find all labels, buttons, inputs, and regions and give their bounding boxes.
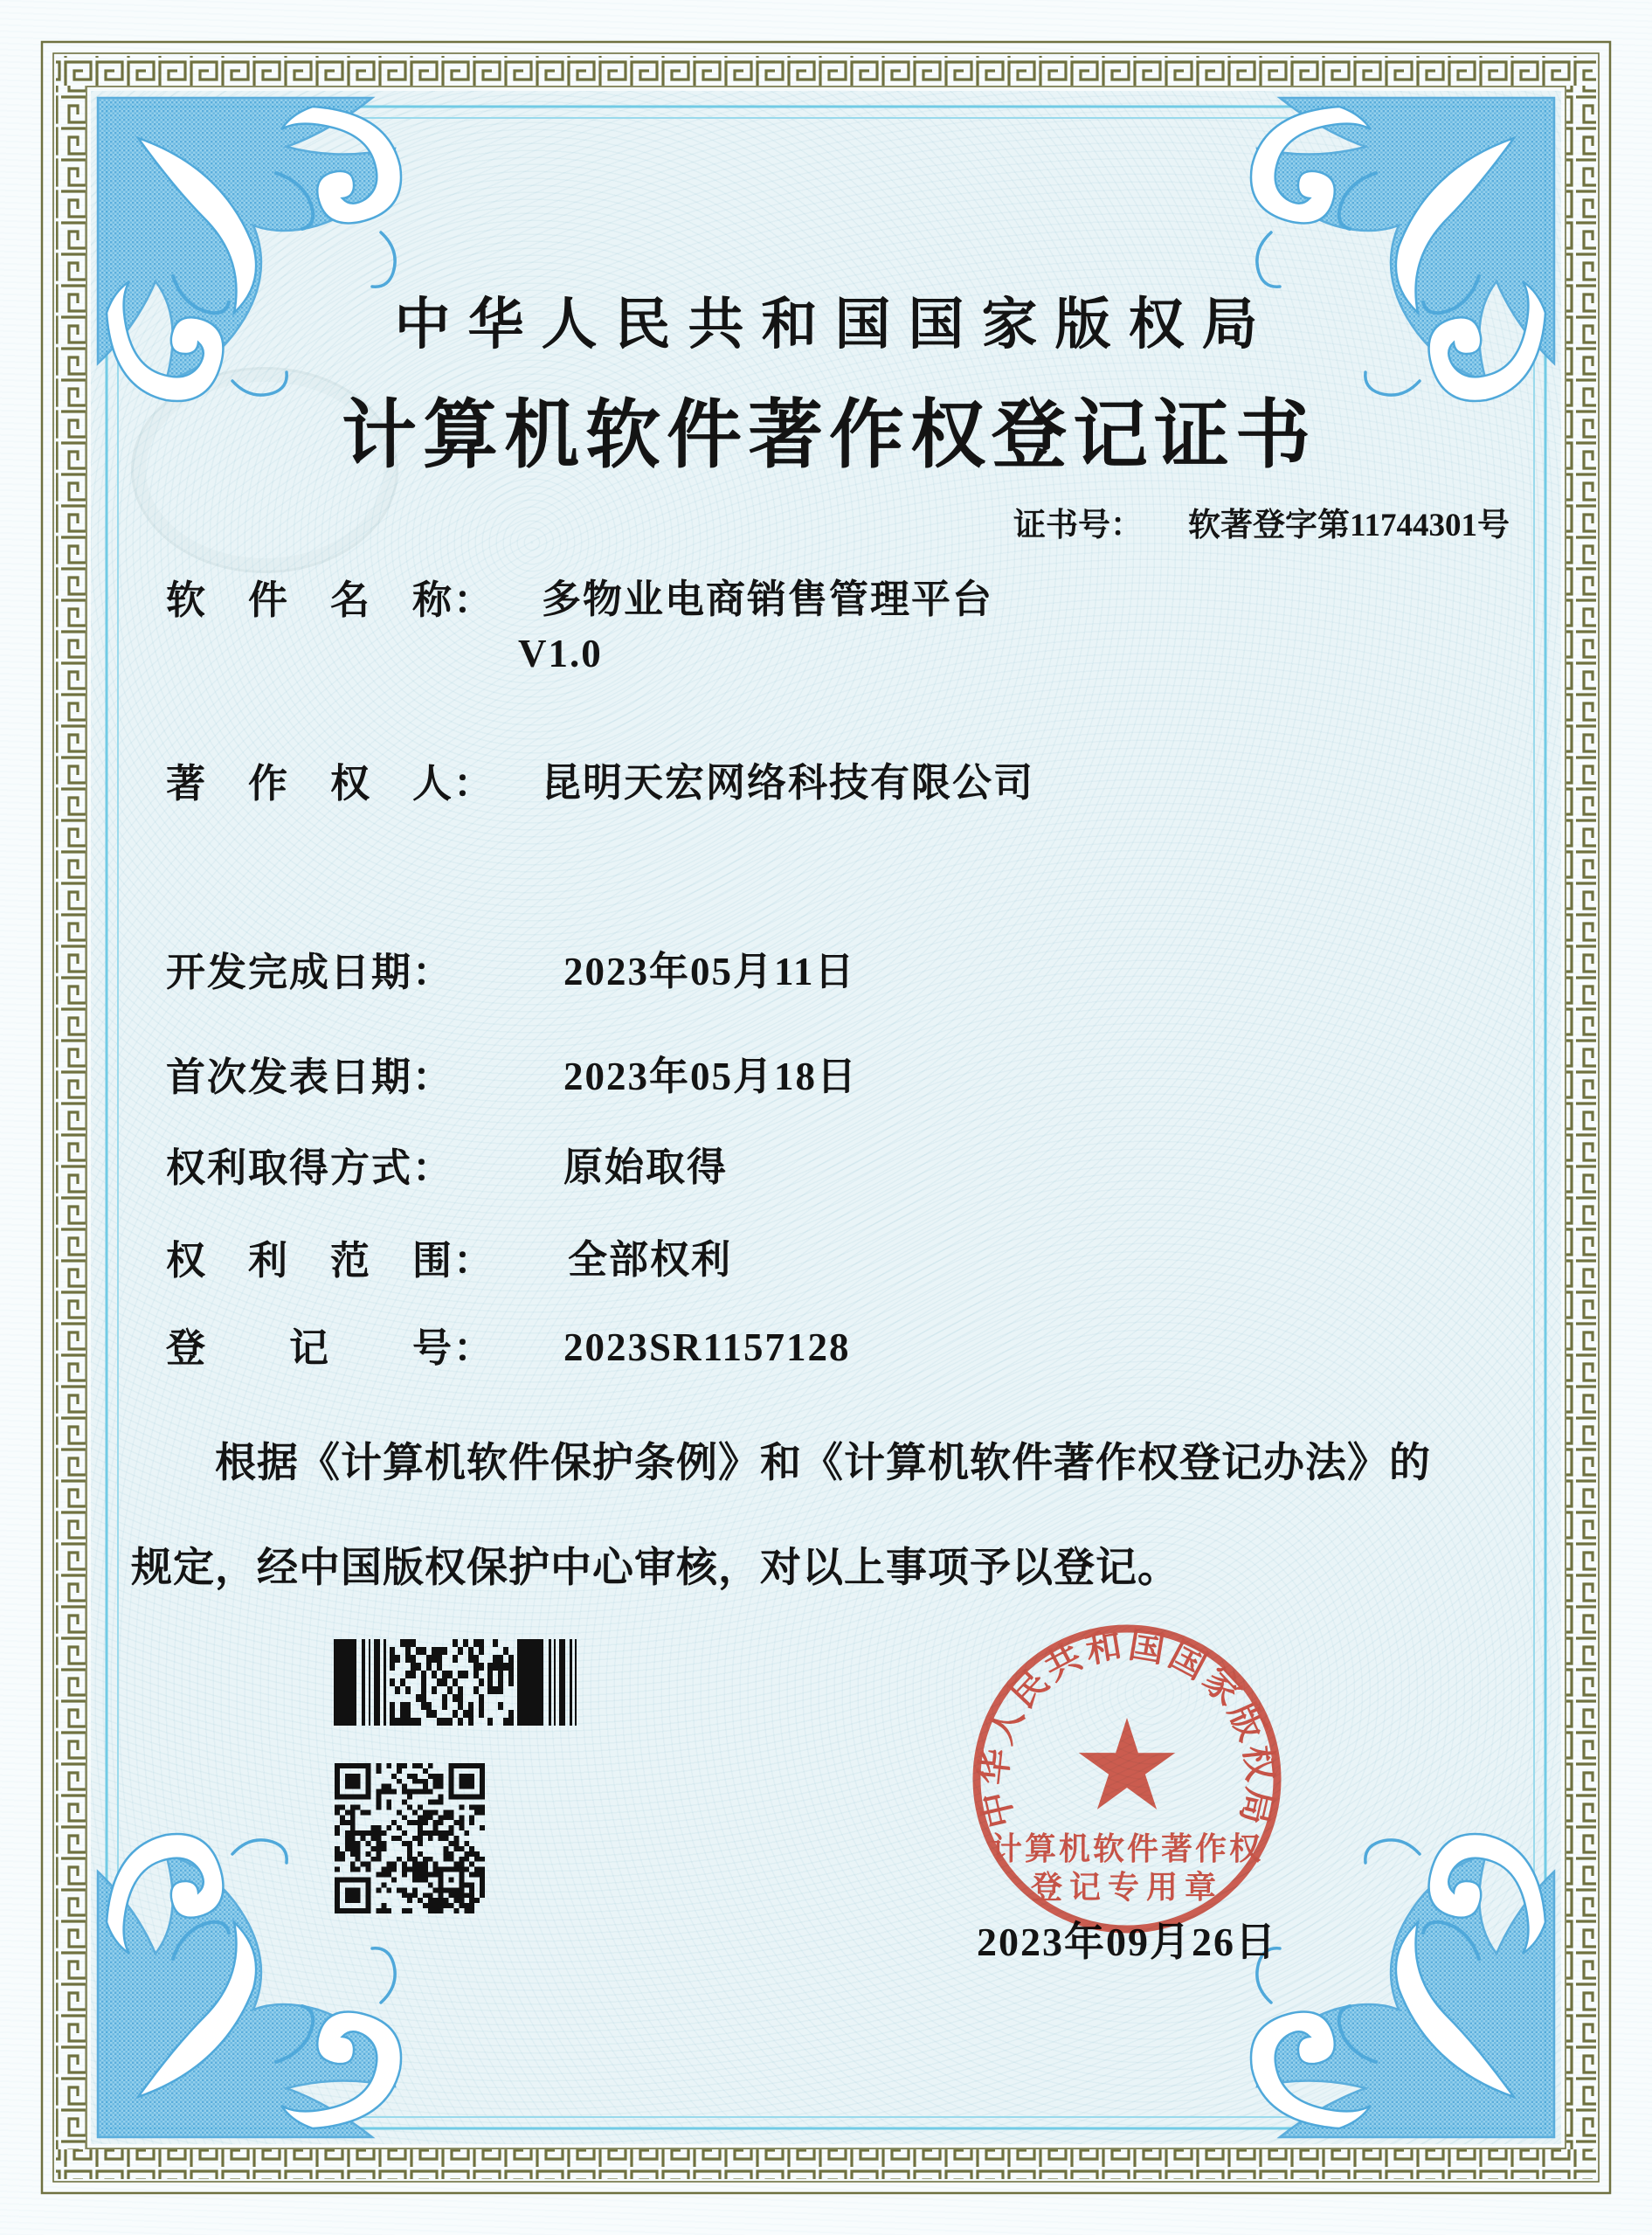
field-label-acquisition-method: 权利取得方式： <box>166 1145 454 1190</box>
field-label-rights-scope: 权 利 范 围： <box>166 1238 495 1283</box>
issue-date: 2023年09月26日 <box>977 1920 1277 1964</box>
field-label-registration-number: 登 记 号： <box>166 1325 495 1370</box>
field-label-software-name: 软 件 名 称： <box>166 578 495 622</box>
field-value-software-name: 多物业电商销售管理平台 <box>542 578 994 621</box>
official-seal <box>965 1617 1289 1941</box>
outer-frame-line <box>42 42 1610 2193</box>
statement-line-2: 规定，经中国版权保护中心审核，对以上事项予以登记。 <box>131 1546 1179 1591</box>
field-label-copyright-owner: 著 作 权 人： <box>166 761 495 806</box>
star-icon <box>1079 1718 1175 1809</box>
certificate-number-label: 证书号： <box>1013 508 1143 543</box>
qr-code-graphic <box>335 1763 485 1913</box>
certificate-number-value: 软著登字第11744301号 <box>1188 508 1510 543</box>
seal-text-line2: 登记专用章 <box>1030 1870 1224 1905</box>
seal-text-line1: 计算机软件著作权 <box>990 1831 1264 1866</box>
qr-modules <box>335 1763 485 1913</box>
field-value-acquisition-method: 原始取得 <box>563 1145 729 1189</box>
field-label-dev-complete-date: 开发完成日期： <box>166 950 454 994</box>
meander-band-bottom <box>56 2149 1596 2179</box>
certificate-title: 计算机软件著作权登记证书 <box>342 393 1317 477</box>
field-value-software-version: V1.0 <box>518 632 603 675</box>
barcode-graphic <box>334 1639 577 1726</box>
statement-line-1: 根据《计算机软件保护条例》和《计算机软件著作权登记办法》的 <box>215 1441 1431 1486</box>
field-value-dev-complete-date: 2023年05月11日 <box>563 950 856 993</box>
seal-ring-text: 中华人民共和国国家版权局 <box>972 1624 1282 1832</box>
field-value-registration-number: 2023SR1157128 <box>563 1325 851 1369</box>
field-value-first-publish-date: 2023年05月18日 <box>563 1055 859 1098</box>
field-value-copyright-owner: 昆明天宏网络科技有限公司 <box>542 761 1035 805</box>
barcode-modules <box>390 1639 514 1726</box>
field-value-rights-scope: 全部权利 <box>568 1238 733 1282</box>
corner-flourish-bottom-right <box>1251 1834 1554 2137</box>
authority-title: 中华人民共和国国家版权局 <box>394 294 1275 356</box>
certificate-number-line <box>1013 498 1510 545</box>
field-label-first-publish-date: 首次发表日期： <box>166 1055 454 1099</box>
meander-band-top <box>56 56 1596 86</box>
